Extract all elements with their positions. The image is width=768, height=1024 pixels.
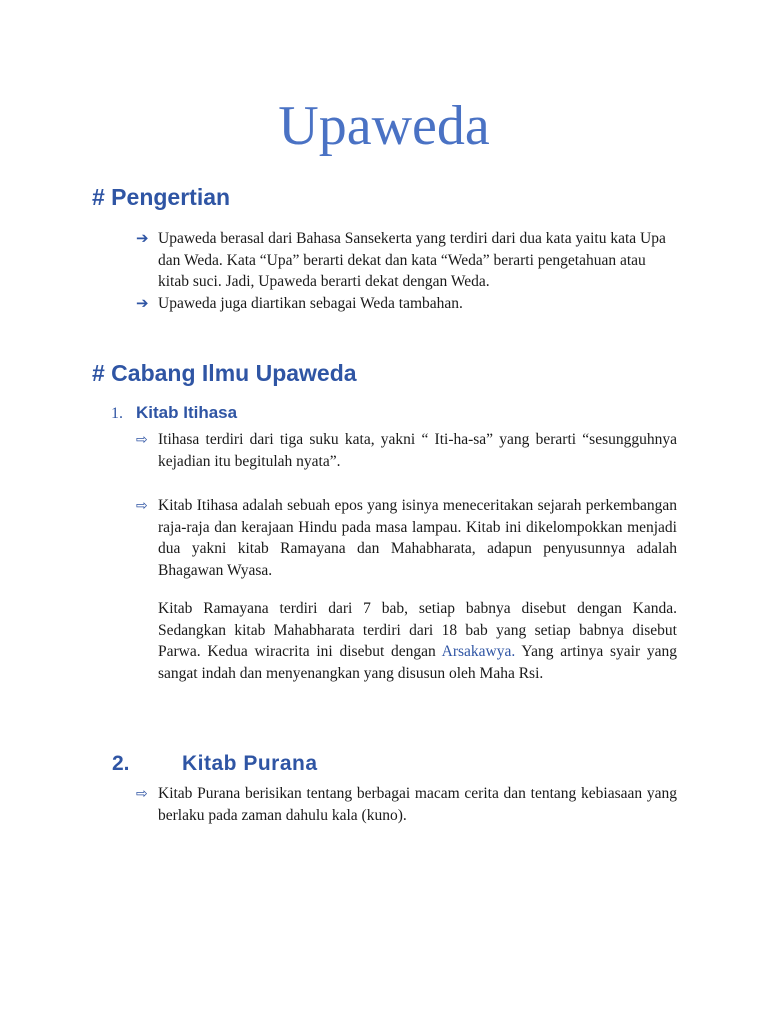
hollow-arrow-right-icon: ⇨	[136, 786, 148, 802]
list-number: 1.	[111, 405, 123, 422]
purana-bullet-1: Kitab Purana berisikan tentang berbagai macam cerita dan tentang kebiasaan yang berlaku pada zaman dahulu kala (kuno).	[158, 785, 677, 824]
paragraph-text: Yang artinya syair yang sangat indah dan menyenangkan yang disusun oleh Maha Rsi.	[158, 643, 677, 682]
subheading-kitab-purana: Kitab Purana	[182, 752, 318, 775]
arsakawya-link[interactable]: Arsakawya.	[441, 643, 516, 660]
itihasa-paragraph	[158, 598, 677, 684]
section-heading-pengertian: # Pengertian	[92, 184, 231, 210]
itihasa-bullet-1: Itihasa terdiri dari tiga suku kata, yakni “ Iti-ha-sa” yang berarti “sesungguhnya kejadian itu begitulah nyata”.	[158, 431, 677, 470]
arrow-right-icon: ➔	[136, 229, 149, 247]
pengertian-bullet-2: Upaweda juga diartikan sebagai Weda tambahan.	[158, 295, 463, 312]
hollow-arrow-right-icon: ⇨	[136, 498, 148, 514]
list-number: 2.	[112, 752, 130, 775]
paragraph-text: Kitab Ramayana terdiri dari 7 bab, setiap babnya disebut dengan Kanda. Sedangkan kitab Mahabharata terdiri dari 18 bab yang setiap babnya disebut Parwa. Kedua wiracrita ini disebut dengan	[158, 600, 677, 660]
arrow-right-icon: ➔	[136, 294, 149, 312]
itihasa-bullet-2: Kitab Itihasa adalah sebuah epos yang isinya meneceritakan sejarah perkembangan raja-raja dan kerajaan Hindu pada masa lampau. Kitab ini dikelompokkan menjadi dua yakni kitab Ramayana dan Mahabharata, adapun penyusunnya adalah Bhagawan Wyasa.	[158, 497, 677, 579]
hollow-arrow-right-icon: ⇨	[136, 432, 148, 448]
document-title: Upaweda	[278, 95, 490, 157]
section-heading-cabang: # Cabang Ilmu Upaweda	[92, 360, 357, 386]
pengertian-bullet-1: Upaweda berasal dari Bahasa Sansekerta yang terdiri dari dua kata yaitu kata Upa dan Weda. Kata “Upa” berarti dekat dan kata “Weda” berarti pengetahuan atau kitab suci. Jadi, Upaweda berarti dekat dengan Weda.	[158, 230, 666, 290]
subheading-kitab-itihasa: Kitab Itihasa	[136, 403, 238, 422]
